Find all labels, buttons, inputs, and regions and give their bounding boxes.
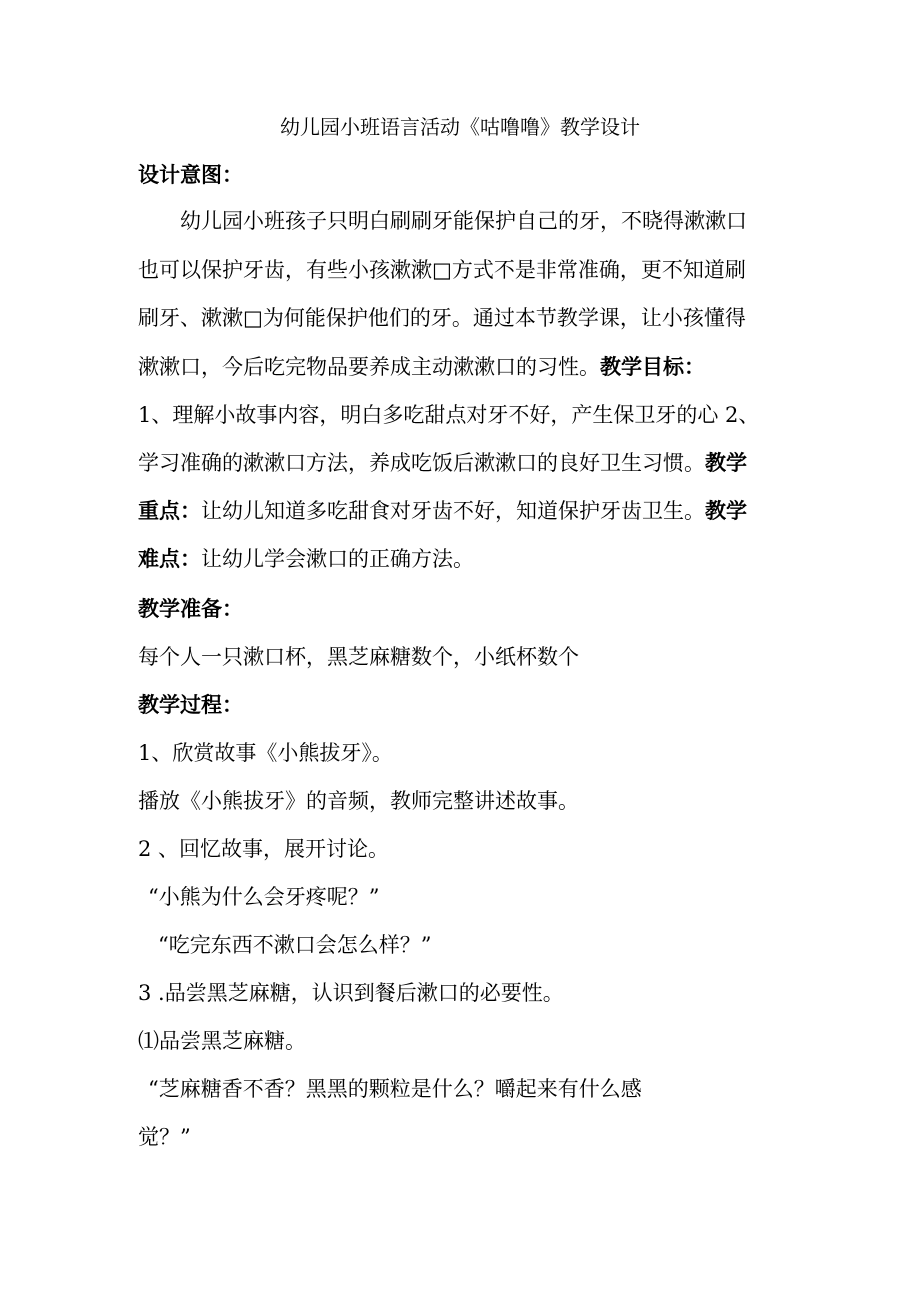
process-heading: 教学过程： bbox=[138, 692, 243, 717]
difficulty-heading-part: 教学 bbox=[705, 498, 747, 523]
process-step-3: 3 .品尝黑芝麻糖，认识到餐后漱口的必要性。 bbox=[138, 981, 564, 1005]
preparation-heading: 教学准备： bbox=[138, 596, 243, 621]
key-points-heading-part: 教学 bbox=[705, 450, 747, 475]
key-points-line bbox=[138, 496, 778, 526]
process-question-3: “芝麻糖香不香？黑黑的颗粒是什么？嚼起来有什么感 bbox=[148, 1077, 642, 1101]
difficulty-text: 让幼儿学会漱口的正确方法。 bbox=[201, 547, 474, 571]
difficulty-heading: 难点： bbox=[138, 546, 201, 571]
process-step-1-detail: 播放《小熊拔牙》的音频，教师完整讲述故事。 bbox=[138, 789, 579, 813]
design-intent-text: 漱漱口，今后吃完物品要养成主动漱漱口的习性。 bbox=[138, 355, 600, 379]
process-question-2: “吃完东西不漱口会怎么样？” bbox=[158, 933, 432, 957]
design-intent-line-4 bbox=[138, 352, 778, 382]
goals-text: 学习准确的漱漱口方法，养成吃饭后漱漱口的良好卫生习惯。 bbox=[138, 451, 705, 475]
design-intent-line-1: 幼儿园小班孩子只明白刷刷牙能保护自己的牙，不晓得漱漱口 bbox=[180, 209, 747, 233]
goals-line-1: 1、理解小故事内容，明白多吃甜点对牙不好，产生保卫牙的心 2、 bbox=[138, 403, 760, 427]
process-step-3-sub-1: ⑴品尝黑芝麻糖。 bbox=[138, 1029, 306, 1053]
key-points-text: 让幼儿知道多吃甜食对牙齿不好，知道保护牙齿卫生。 bbox=[201, 499, 705, 523]
goals-heading: 教学目标： bbox=[600, 354, 705, 379]
process-question-1: “小熊为什么会牙疼呢？” bbox=[148, 885, 380, 909]
key-points-heading: 重点： bbox=[138, 498, 201, 523]
process-step-2: 2 、回忆故事，展开讨论。 bbox=[138, 837, 390, 861]
process-step-1: 1、欣赏故事《小熊拔牙》。 bbox=[138, 741, 393, 765]
document-title: 幼儿园小班语言活动《咕噜噜》教学设计 bbox=[280, 115, 640, 139]
design-intent-line-3: 刷牙、漱漱□为何能保护他们的牙。通过本节教学课，让小孩懂得 bbox=[138, 306, 746, 330]
difficulty-line bbox=[138, 544, 778, 574]
process-question-3-cont: 觉？” bbox=[138, 1125, 191, 1149]
goals-line-2 bbox=[138, 448, 778, 478]
design-intent-heading: 设计意图： bbox=[138, 162, 243, 187]
design-intent-line-2: 也可以保护牙齿，有些小孩漱漱□方式不是非常准确，更不知道刷 bbox=[138, 258, 746, 282]
preparation-text: 每个人一只漱口杯，黑芝麻糖数个，小纸杯数个 bbox=[138, 645, 579, 669]
